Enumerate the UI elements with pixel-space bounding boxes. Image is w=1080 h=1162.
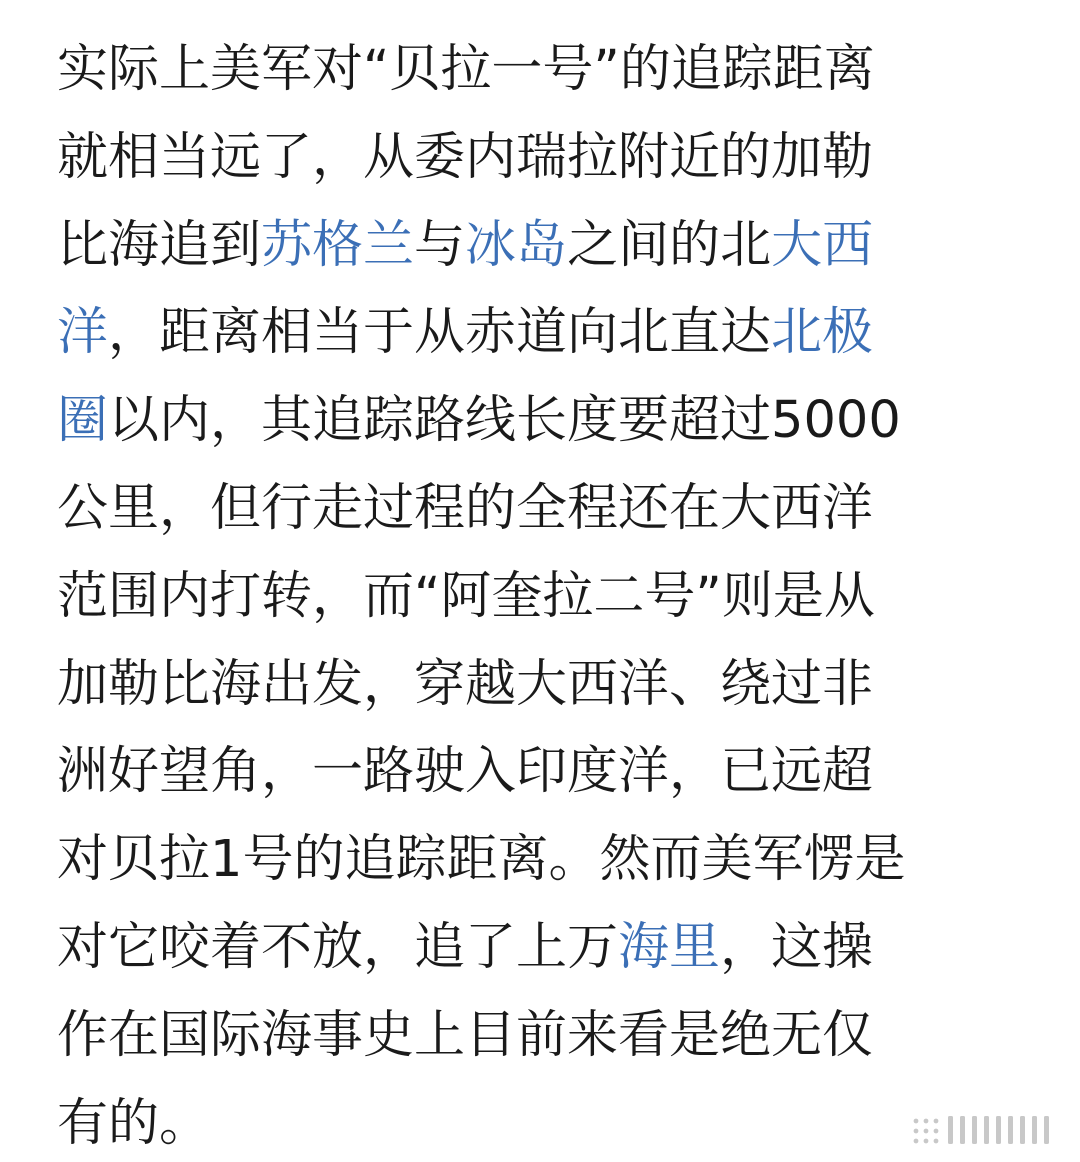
text-line (57, 1080, 1017, 1162)
dotted-lines-watermark-icon (908, 1112, 1058, 1148)
keyword-link[interactable]: 海里 (618, 917, 721, 977)
text-segment: 对贝拉1号的追踪距离。然而美军愣是 (57, 830, 906, 890)
text-segment: 实际上美军对“贝拉一号”的追踪距离 (57, 40, 875, 99)
text-segment: ，这操 (720, 917, 874, 977)
text-segment: 以内，其追踪路线长度要超过5000 (108, 391, 901, 451)
text-line (57, 816, 1017, 904)
text-line (57, 904, 1017, 992)
text-line (57, 202, 1017, 290)
article-body (57, 26, 1017, 1162)
text-segment: 洲好望角，一路驶入印度洋，已远超 (57, 742, 874, 802)
keyword-link[interactable]: 北极 (771, 303, 874, 363)
text-line (57, 553, 1017, 641)
keyword-link[interactable]: 苏格兰 (261, 215, 415, 275)
text-line (57, 114, 1017, 202)
text-line (57, 289, 1017, 377)
text-segment: 范围内打转，而“阿奎拉二号”则是从 (57, 566, 875, 626)
text-line (57, 992, 1017, 1080)
text-segment: 对它咬着不放，追了上万 (57, 917, 619, 977)
keyword-link[interactable]: 冰岛 (465, 215, 568, 275)
text-segment: 有的。 (57, 1093, 211, 1153)
keyword-link[interactable]: 圈 (57, 391, 109, 451)
text-segment: ，距离相当于从赤道向北直达 (108, 303, 772, 363)
text-segment: 就相当远了，从委内瑞拉附近的加勒 (57, 127, 874, 187)
text-segment: 公里，但行走过程的全程还在大西洋 (57, 478, 874, 538)
text-line (57, 465, 1017, 553)
keyword-link[interactable]: 洋 (57, 303, 109, 363)
text-line (57, 377, 1017, 465)
text-line (57, 728, 1017, 816)
text-segment: 之间的北 (567, 215, 772, 275)
text-line (57, 26, 1017, 114)
text-segment: 与 (414, 215, 466, 275)
keyword-link[interactable]: 大西 (771, 215, 874, 275)
text-segment: 加勒比海出发，穿越大西洋、绕过非 (57, 654, 874, 714)
text-line (57, 641, 1017, 729)
text-segment: 作在国际海事史上目前来看是绝无仅 (57, 1005, 874, 1065)
text-segment: 比海追到 (57, 215, 262, 275)
